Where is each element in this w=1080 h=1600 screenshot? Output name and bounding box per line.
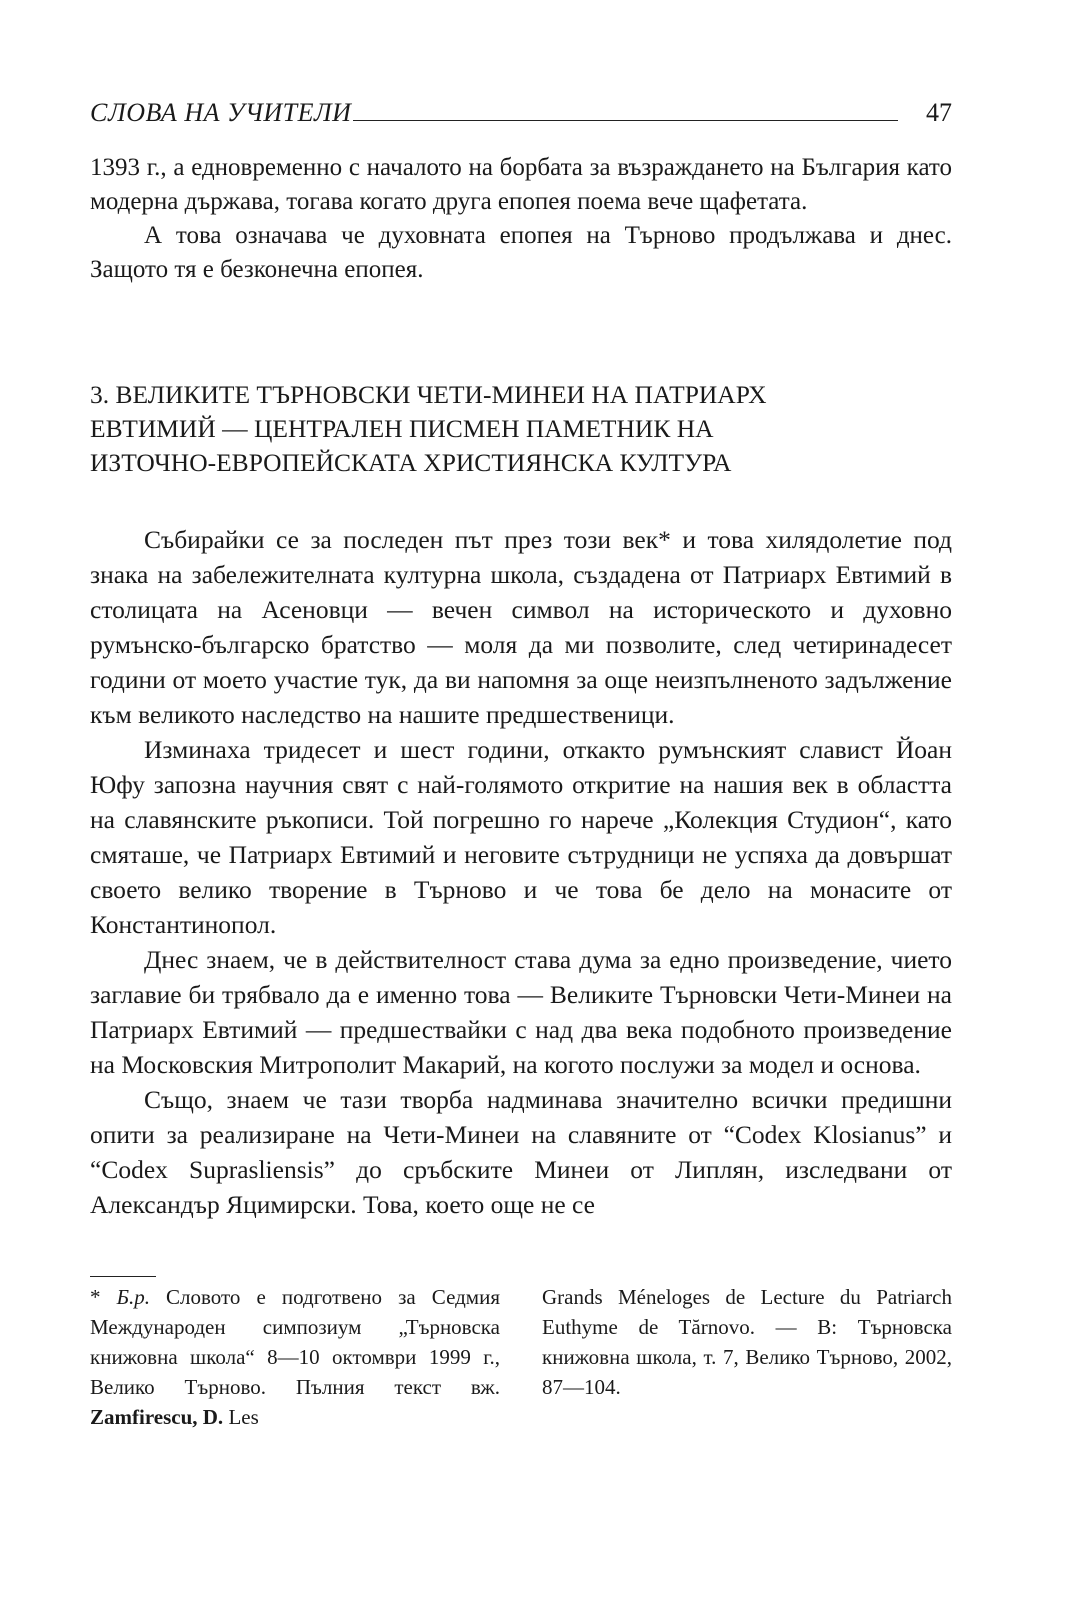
section-heading (90, 378, 952, 480)
heading-line: ЕВТИМИЙ — ЦЕНТРАЛЕН ПИСМЕН ПАМЕТНИК НА (90, 414, 714, 443)
section-body (90, 522, 952, 1222)
footnote-column-1 (90, 1282, 500, 1432)
header-rule (353, 120, 898, 121)
paragraph: Събирайки се за последен път през този век* и това хилядолетие под знака на забележителната културна школа, създадена от Патриарх Евтимий в столицата на Асеновци — вечен символ на историческото и духовно румънско-българско братство — моля да ми позволите, след четиринадесет години от моето участие тук, да ви напомня за още неизпълненото задължение към великото наследство на нашите предшественици. (90, 525, 952, 729)
continuation-text (90, 151, 952, 287)
footnote-abbr: Б.р. (116, 1285, 150, 1309)
paragraph: 1393 г., а едновременно с началото на борбата за възраждането на България като модерна държава, тогава когато друга епопея поема вече щафетата. (90, 154, 952, 215)
paragraph: Също, знаем че тази творба надминава значително всички предишни опити за реализиране на Чети-Минеи на славяните от “Codex Klosianus” и “Codex Suprasliensis” до сръбските Минеи от Липлян, изследвани от Александър Яцимирски. Това, което още не се (90, 1085, 952, 1219)
paragraph: А това означава че духовната епопея на Търново продължава и днес. Защото тя е безконечна епопея. (90, 222, 952, 283)
footnote-column-2: Grands Méneloges de Lecture du Patriarch Euthyme de Tărnovo. — В: Търновска книжовна школа, т. 7, Велико Търново, 2002, 87—104. (542, 1285, 952, 1399)
footnote-rule (90, 1276, 156, 1277)
footnote-author: Zamfirescu, D. (90, 1405, 224, 1429)
running-title: СЛОВА НА УЧИТЕЛИ (90, 98, 352, 127)
footnote-marker: * (90, 1285, 117, 1309)
footnote (90, 1282, 952, 1432)
footnote-text: Словото е подготвено за Седмия Международен симпозиум „Търновска книжовна школа“ 8—10 октомври 1999 г., Велико Търново. Пълния текст вж. (90, 1285, 500, 1399)
footnote-text: Les (223, 1405, 259, 1429)
running-header (90, 92, 952, 128)
heading-line: 3. ВЕЛИКИТЕ ТЪРНОВСКИ ЧЕТИ-МИНЕИ НА ПАТРИАРХ (90, 380, 767, 409)
paragraph: Изминаха тридесет и шест години, откакто румънският славист Йоан Юфу запозна научния свят с най-голямото откритие на нашия век в областта на славянските ръкописи. Той погрешно го нарече „Колекция Студион“, като смяташе, че Патриарх Евтимий и неговите сътрудници не успяха да довършат своето велико творение в Търново и че това бе дело на монасите от Константинопол. (90, 735, 952, 939)
heading-line: ИЗТОЧНО-ЕВРОПЕЙСКАТА ХРИСТИЯНСКА КУЛТУРА (90, 448, 732, 477)
paragraph: Днес знаем, че в действителност става дума за едно произведение, чието заглавие би трябвало да е именно това — Великите Търновски Чети-Минеи на Патриарх Евтимий — предшествайки с над два века подобното произведение на Московския Митрополит Макарий, на когото послужи за модел и основа. (90, 945, 952, 1079)
page-number: 47 (926, 98, 952, 127)
